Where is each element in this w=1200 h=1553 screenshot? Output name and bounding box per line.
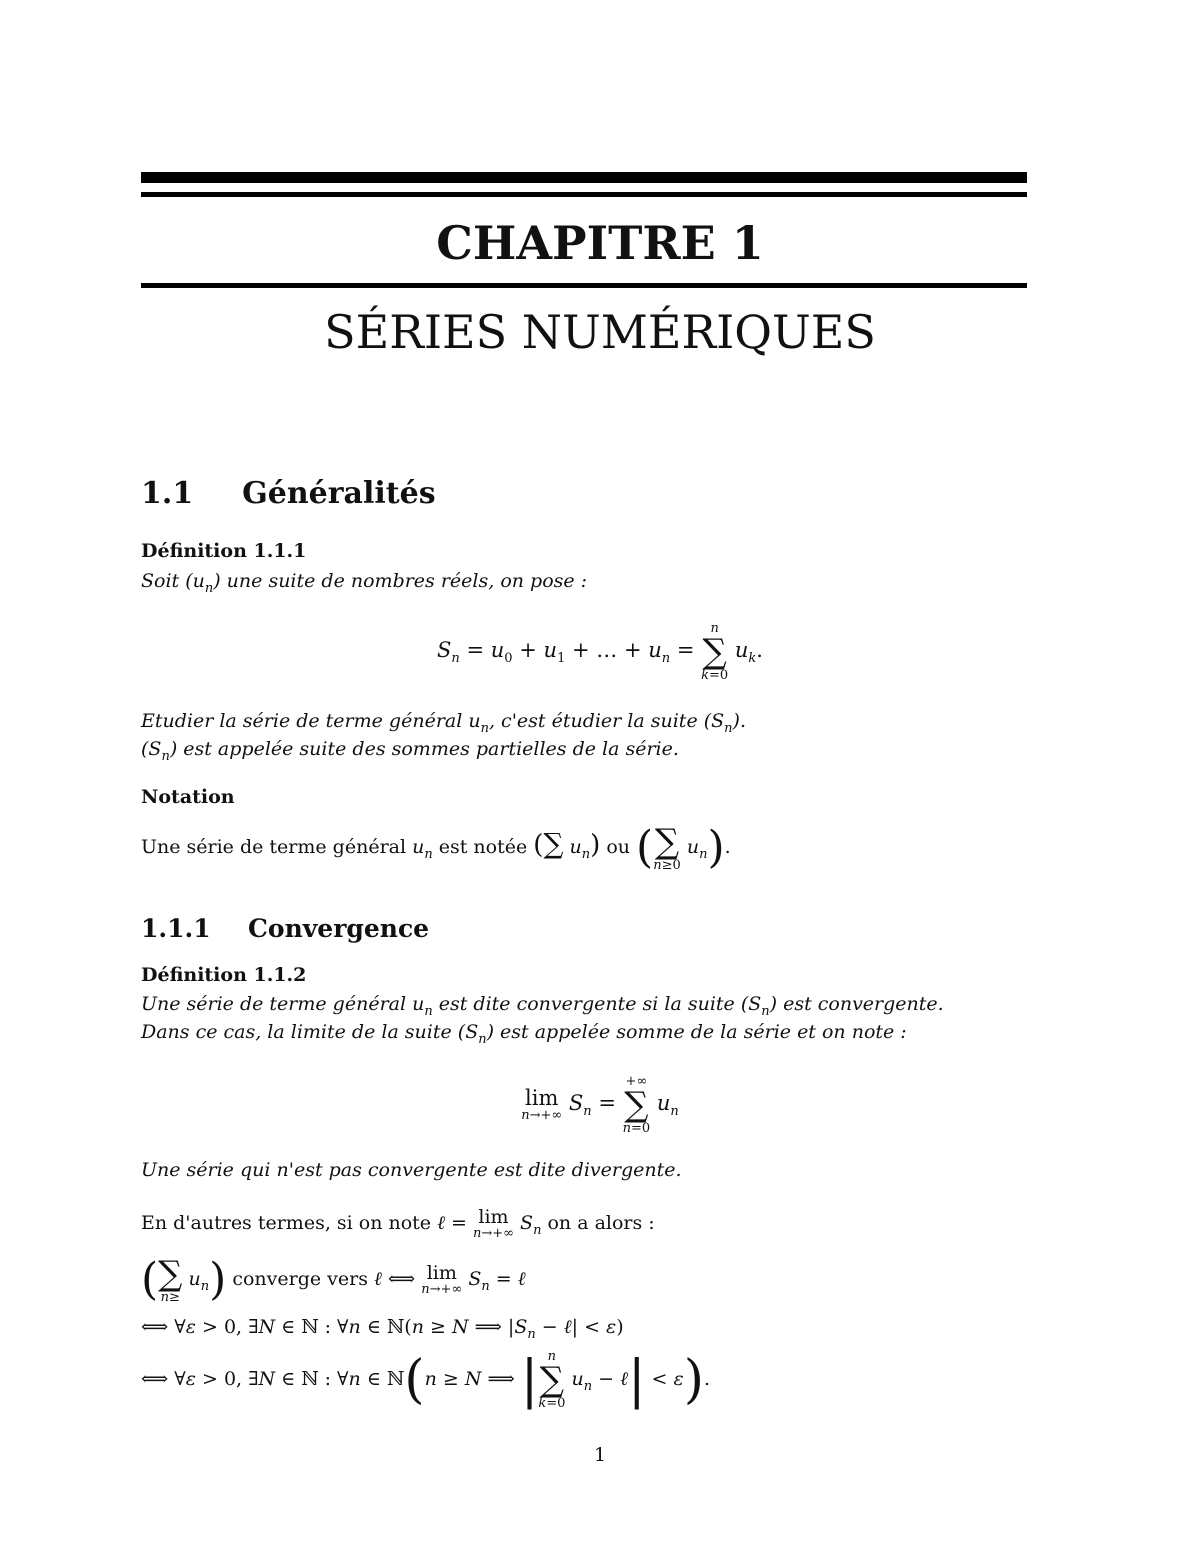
other-terms-intro-a: En d'autres termes, si on note <box>141 1212 438 1234</box>
definition-2-line2-b: ) est appelée somme de la série et on note : <box>486 1021 907 1043</box>
equivalence-line-1: ( ∑ n≥ $u_n$) converge vers ℓ ⟺ lim n→+∞ $S_n$ = ℓ <box>141 1253 526 1305</box>
notation-text-b: est notée <box>432 836 534 858</box>
subsection-number: 1.1.1 <box>141 914 211 943</box>
sum-symbol-eq1: ∑ n≥ <box>158 1253 183 1305</box>
definition-1-line2-a: (S <box>141 738 162 760</box>
top-rule-thin <box>141 192 1027 197</box>
top-rule-thick <box>141 172 1027 183</box>
definition-1-line1: Etudier la série de terme général $u_n$, c'est étudier la suite $(S_n)$. <box>141 710 746 736</box>
equivalence-line-3: ⟺ ∀ε > 0, ∃N ∈ ℕ : ∀n ∈ ℕ(n ≥ N ⟹ | n ∑ k=0 $u_n$ − ℓ| < ε). <box>141 1349 711 1411</box>
definition-2-line1-b: est dite convergente si la suite (S <box>432 993 762 1015</box>
lim-operator-3: lim n→+∞ <box>421 1262 463 1297</box>
page-number: 1 <box>593 1444 607 1466</box>
section-heading <box>141 474 436 514</box>
definition-2-line2: Dans ce cas, la limite de la suite $(S_n)$ est appelée somme de la série et on note : <box>141 1021 907 1047</box>
notation-or: ou <box>606 836 630 858</box>
definition-2-heading: Définition 1.1.2 <box>141 964 307 986</box>
definition-1-intro-a: Soit (u <box>141 570 205 592</box>
sum-symbol-notation: ∑ n≥0 <box>653 821 681 873</box>
sum-symbol-limit: +∞ ∑ n=0 <box>622 1073 651 1136</box>
partial-sum-formula: $S_n = u_0 + u_1$ + … + $u_n$ = n ∑ k=0 $u_k$. <box>437 620 763 683</box>
chapter-rule <box>141 283 1027 288</box>
sum-symbol: n ∑ k=0 <box>701 620 729 683</box>
definition-1-line1-b: , c'est étudier la suite (S <box>488 710 725 732</box>
other-terms-intro-b: on a alors : <box>541 1212 655 1234</box>
definition-1-line2: $(S_n)$ est appelée suite des sommes partielles de la série. <box>141 738 679 764</box>
definition-1-intro: Soit $(u_n)$ une suite de nombres réels, on pose : <box>141 570 588 596</box>
definition-1-heading: Définition 1.1.1 <box>141 540 307 562</box>
subsection-title: Convergence <box>248 914 430 943</box>
notation-heading: Notation <box>141 786 235 808</box>
notation-text-a: Une série de terme général <box>141 836 413 858</box>
chapter-title: SÉRIES NUMÉRIQUES <box>324 305 876 359</box>
other-terms-intro: En d'autres termes, si on note ℓ = lim n→+∞ $S_n$ on a alors : <box>141 1206 655 1241</box>
notation-text: Une série de terme général $u_n$ est notée (∑ $u_n$) ou ( ∑ n≥0 $u_n$). <box>141 821 731 873</box>
definition-1-line2-b: ) est appelée suite des sommes partielles de la série. <box>169 738 679 760</box>
definition-2-line1-a: Une série de terme général u <box>141 993 425 1015</box>
definition-2-line2-a: Dans ce cas, la limite de la suite (S <box>141 1021 479 1043</box>
divergent-definition: Une série qui n'est pas convergente est dite divergente. <box>141 1159 682 1181</box>
definition-1-line1-a: Etudier la série de terme général u <box>141 710 481 732</box>
section-title: Généralités <box>242 476 436 511</box>
definition-2-line1-c: ) est convergente. <box>769 993 944 1015</box>
definition-1-intro-b: ) une suite de nombres réels, on pose : <box>213 570 588 592</box>
sum-symbol-eq3: n ∑ k=0 <box>538 1349 566 1411</box>
lim-operator-2: lim n→+∞ <box>473 1206 514 1241</box>
subsection-heading <box>141 912 429 946</box>
section-number: 1.1 <box>141 476 194 511</box>
definition-1-line1-c: ). <box>732 710 746 732</box>
equivalence-line-2: ⟺ ∀ε > 0, ∃N ∈ ℕ : ∀n ∈ ℕ(n ≥ N ⟹ $|S_n$ − ℓ| < ε) <box>141 1316 624 1342</box>
limit-sum-formula: lim n→+∞ $S_n$ = +∞ ∑ n=0 $u_n$ <box>521 1073 679 1136</box>
chapter-label: CHAPITRE 1 <box>436 216 764 270</box>
lim-operator: lim n→+∞ <box>521 1085 563 1123</box>
definition-2-line1: Une série de terme général $u_n$ est dite convergente si la suite $(S_n)$ est convergente. <box>141 993 944 1019</box>
converge-text: converge vers <box>232 1268 368 1290</box>
